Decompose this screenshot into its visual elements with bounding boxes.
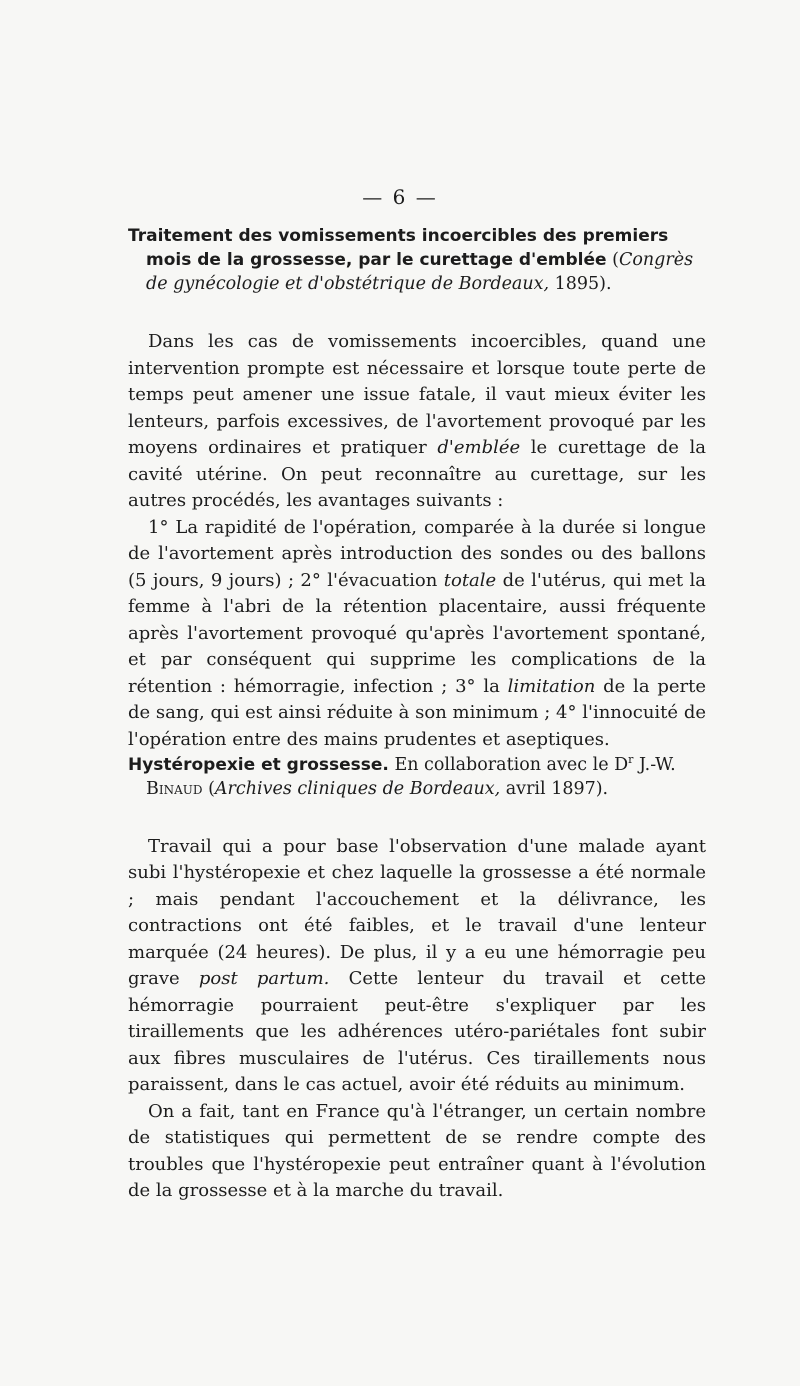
entry-heading: Traitement des vomissements incoercibles des premiers mois de la grossesse, par le curettage d'emblée (Congrès de gynécologie et d'obstétrique de Bordeaux, 1895). xyxy=(128,226,694,294)
entry-body xyxy=(128,329,706,753)
collaborator-name: Binaud xyxy=(146,778,203,799)
paragraph: 1° La rapidité de l'opération, comparée à la durée si longue de l'avortement après introduction des sondes ou des ballons (5 jours, 9 jours) ; 2° l'évacuation totale de l'utérus, qui met la femme à l'abri de la rétention placentaire, aussi fréquente après l'avortement provoqué qu'après l'avortement spontané, et par conséquent qui supprime les complications de la rétention : hémorragie, infection ; 3° la limitation de la perte de sang, qui est ainsi réduite à son minimum ; 4° l'innocuité de l'opération entre des mains prudentes et aseptiques. xyxy=(128,516,707,750)
entry-source: Congrès de gynécologie et d'obstétrique de Bordeaux, xyxy=(146,250,694,294)
entry-vomissements xyxy=(128,224,706,753)
entry-title: Traitement des vomissements incoercibles des premiers mois de la grossesse, par le curettage d'emblée xyxy=(128,226,669,270)
entry-hysteropexie xyxy=(128,748,706,1205)
page-number: — 6 — xyxy=(362,185,438,209)
paragraph: Travail qui a pour base l'observation d'une malade ayant subi l'hystéropexie et chez laquelle la grossesse a été normale ; mais pendant l'accouchement et la délivrance, les contractions ont été faibles, et le travail d'une lenteur marquée (24 heures). De plus, il y a eu une hémorragie peu grave post partum. Cette lenteur du travail et cette hémorragie pourraient peut-être s'expliquer par les tiraillements que les adhérences utéro-pariétales font subir aux fibres musculaires de l'utérus. Ces tiraillements nous paraissent, dans le cas actuel, avoir été réduits au minimum. xyxy=(128,835,706,1096)
entry-source: Archives cliniques de Bordeaux, xyxy=(214,778,501,799)
entry-heading: Hystéropexie et grossesse. En collaboration avec le $D^r$ J.-W. Binaud (Archives cliniques de Bordeaux, avril 1897). xyxy=(128,753,676,799)
paragraph: On a fait, tant en France qu'à l'étranger, un certain nombre de statistiques qui permettent de se rendre compte des troubles que l'hystéropexie peut entraîner quant à l'évolution de la grossesse et à la marche du travail. xyxy=(128,1100,706,1202)
paragraph: Dans les cas de vomissements incoercibles, quand une intervention prompte est nécessaire et lorsque toute perte de temps peut amener une issue fatale, il vaut mieux éviter les lenteurs, parfois excessives, de l'avortement provoqué par les moyens ordinaires et pratiquer d'emblée le curettage de la cavité utérine. On peut reconnaître au curettage, sur les autres procédés, les avantages suivants : xyxy=(128,331,706,511)
entry-title: Hystéropexie et grossesse. xyxy=(128,754,389,775)
entry-body xyxy=(128,834,706,1205)
